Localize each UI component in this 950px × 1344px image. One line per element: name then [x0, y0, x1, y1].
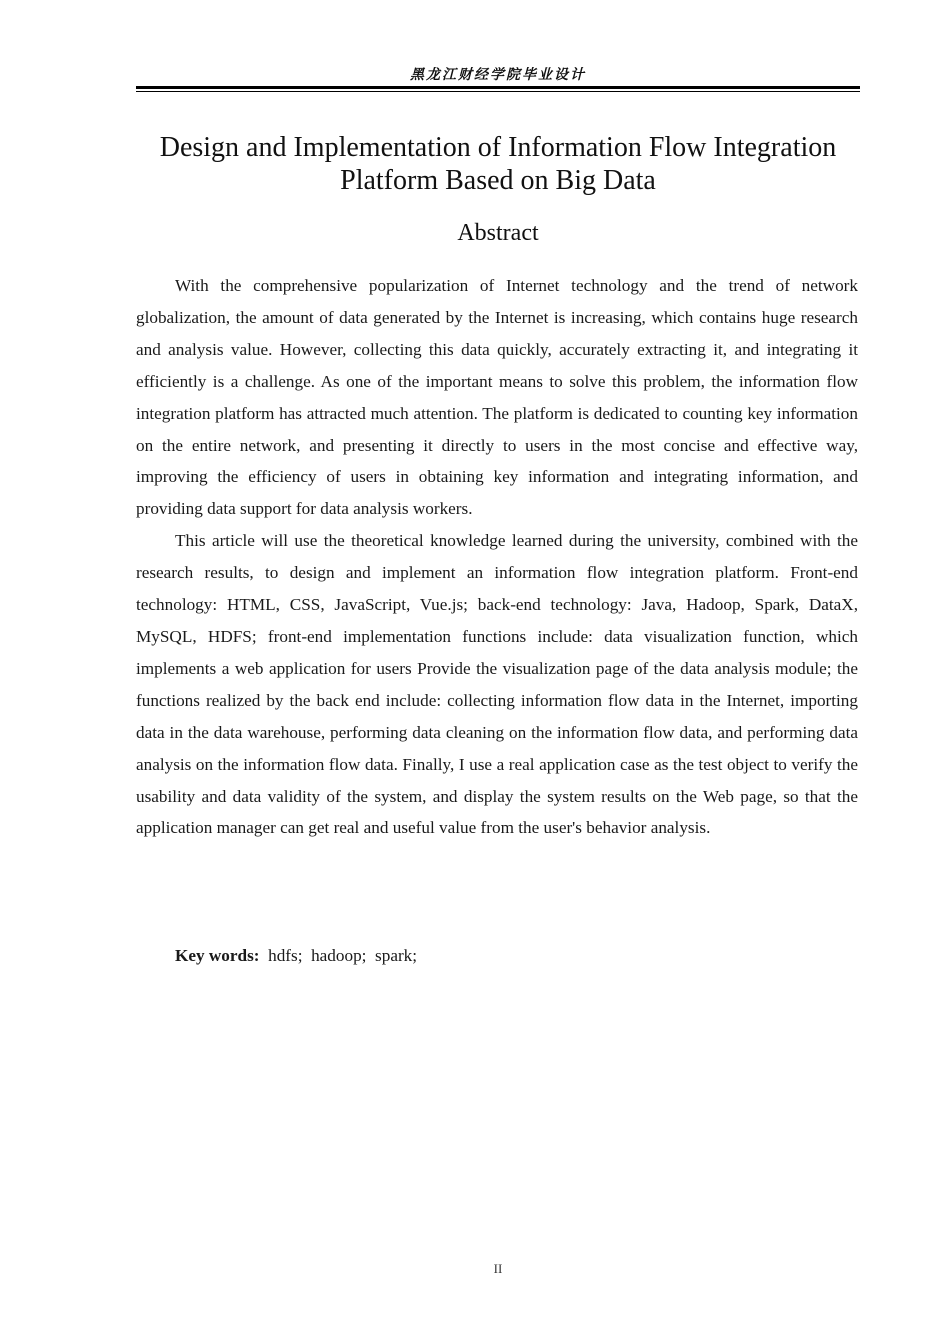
keywords-line — [175, 940, 417, 972]
header-rule-thick — [136, 86, 860, 89]
keyword-item: hadoop; — [311, 946, 367, 965]
title-line-1: Design and Implementation of Information Flow Integration — [159, 132, 837, 163]
document-title — [136, 131, 860, 197]
keyword-item: hdfs; — [268, 946, 303, 965]
abstract-paragraph-2: This article will use the theoretical knowledge learned during the university, combined with the research results, to design and implement an information flow integration platform. Front-end technology: HTML, CSS, JavaScript, Vue.js; back-end technology: Java, Hadoop, Spark, DataX, MySQL, HDFS; front-end implementation functions include: data visualization function, which implements a web application for users Provide the visualization page of the data analysis module; the functions realized by the back end include: collecting information flow data in the Internet, importing data in the data warehouse, performing data cleaning on the information flow data, and performing data analysis on the information flow data. Finally, I use a real application case as the test object to verify the usability and data validity of the system, and display the system results on the Web page, so that the application manager can get real and useful value from the user's behavior analysis. — [136, 531, 858, 838]
title-line-2: Platform Based on Big Data — [340, 165, 656, 196]
header-rule-thin — [136, 91, 860, 92]
abstract-heading: Abstract — [457, 220, 539, 246]
keywords-label: Key words: — [175, 946, 260, 965]
page-number: II — [493, 1261, 503, 1276]
abstract-body — [136, 270, 858, 844]
keyword-item: spark; — [375, 946, 418, 965]
abstract-paragraph-1: With the comprehensive popularization of Internet technology and the trend of network globalization, the amount of data generated by the Internet is increasing, which contains huge research and analysis value. However, collecting this data quickly, accurately extracting it, and integrating it efficiently is a challenge. As one of the important means to solve this problem, the information flow integration platform has attracted much attention. The platform is dedicated to counting key information on the entire network, and presenting it directly to users in the most concise and effective way, improving the efficiency of users in obtaining key information and integrating information, and providing data support for data analysis workers. — [136, 276, 858, 519]
running-header: 黑龙江财经学院毕业设计 — [410, 67, 586, 83]
